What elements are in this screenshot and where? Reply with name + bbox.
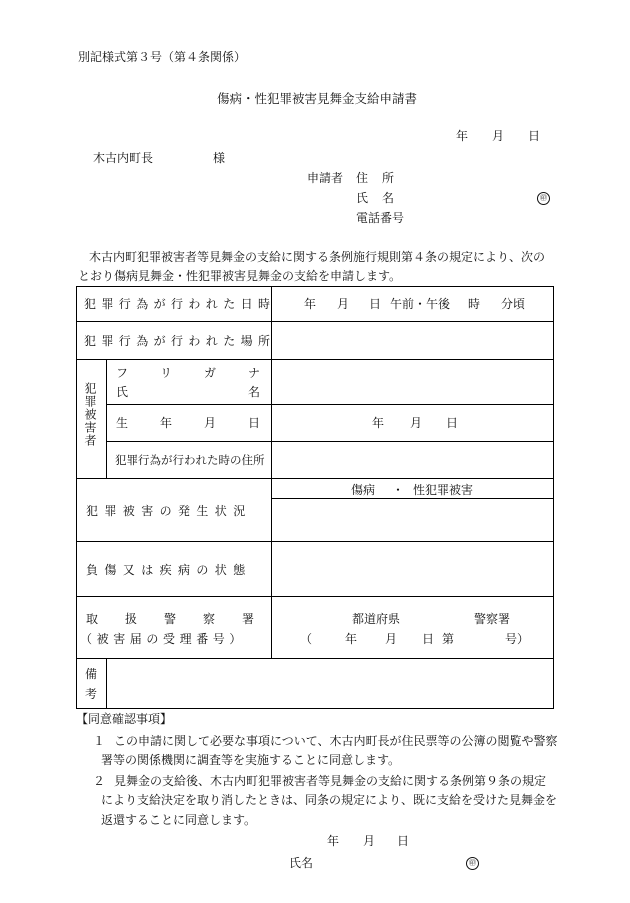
birth-year: 年 bbox=[372, 416, 385, 430]
birth-month: 月 bbox=[410, 416, 423, 430]
consent-item-1-number: １ bbox=[93, 734, 106, 748]
furigana-char: フ bbox=[116, 366, 129, 380]
datetime-minute: 分頃 bbox=[501, 297, 526, 311]
date-year: 年 bbox=[456, 129, 469, 143]
consent-item-1-line-2: 署等の関係機関に調査等を実施することに同意します。 bbox=[101, 753, 401, 767]
remarks-label-1: 備 bbox=[85, 667, 98, 681]
consent-date-year: 年 bbox=[327, 834, 340, 848]
row-divider bbox=[76, 596, 554, 597]
report-year: 年 bbox=[345, 632, 358, 646]
form-number: 別記様式第３号（第４条関係） bbox=[78, 50, 247, 64]
applicant-label: 申請者 bbox=[307, 171, 344, 185]
name-char: 氏 bbox=[116, 385, 129, 399]
datetime-month: 月 bbox=[337, 297, 350, 311]
consent-item-2-line-1: 見舞金の支給後、木古内町犯罪被害者等見舞金の支給に関する条例第９条の規定 bbox=[114, 774, 547, 788]
date-month: 月 bbox=[492, 129, 505, 143]
row-divider bbox=[76, 658, 554, 659]
name-char: 名 bbox=[247, 385, 260, 399]
column-divider bbox=[106, 658, 107, 709]
addressee: 木古内町長 bbox=[93, 151, 154, 165]
name-label-1: 氏 bbox=[356, 191, 369, 205]
row-divider bbox=[271, 498, 554, 499]
intro-line-1: 木古内町犯罪被害者等見舞金の支給に関する条例施行規則第４条の規定により、次の bbox=[89, 250, 546, 264]
datetime-ampm: 午前・午後 bbox=[390, 297, 451, 311]
birth-char: 日 bbox=[247, 416, 260, 430]
place-label: 犯罪行為が行われた場所 bbox=[84, 334, 276, 348]
victim-name-label bbox=[116, 385, 260, 399]
police-prefecture: 都道府県 bbox=[352, 612, 401, 626]
datetime-day: 日 bbox=[369, 297, 382, 311]
residence-label: 犯罪行為が行われた時の住所 bbox=[115, 453, 265, 467]
police-label-text: 取扱警察署 bbox=[86, 612, 282, 626]
report-number-prefix: 第 bbox=[442, 632, 455, 646]
furigana-char: ナ bbox=[247, 366, 260, 380]
datetime-label-text: 犯罪行為が行われた日時 bbox=[84, 297, 276, 311]
consent-date-month: 月 bbox=[363, 834, 376, 848]
row-divider bbox=[76, 321, 554, 322]
report-open: （ bbox=[300, 632, 313, 646]
consent-item-2-number: ２ bbox=[93, 774, 106, 788]
consent-item-2-line-2: により支給決定を取り消したときは、同条の規定により、既に支給を受けた見舞金を bbox=[101, 793, 558, 807]
page-title: 傷病・性犯罪被害見舞金支給申請書 bbox=[217, 91, 418, 106]
row-divider bbox=[76, 541, 554, 542]
police-label bbox=[86, 612, 282, 626]
report-day: 日 bbox=[422, 632, 435, 646]
birth-label bbox=[116, 416, 260, 430]
intro-line-2: とおり傷病見舞金・性犯罪被害見舞金の支給を申請します。 bbox=[78, 269, 402, 283]
report-number-suffix: 号） bbox=[505, 632, 530, 646]
row-divider bbox=[106, 441, 554, 442]
address-label-1: 住 bbox=[356, 171, 369, 185]
phone-label: 電話番号 bbox=[356, 211, 405, 225]
consent-heading: 【同意確認事項】 bbox=[76, 712, 173, 726]
consent-item-1-line-1: この申請に関して必要な事項について、木古内町長が住民票等の公簿の閲覧や警察 bbox=[114, 734, 558, 748]
damage-option-separator: ・ bbox=[392, 483, 405, 497]
police-station: 警察署 bbox=[474, 612, 511, 626]
name-label-2: 名 bbox=[382, 191, 395, 205]
birth-char: 生 bbox=[116, 416, 129, 430]
injury-label: 負傷又は疾病の状態 bbox=[86, 563, 252, 577]
birth-day: 日 bbox=[446, 416, 459, 430]
victim-group-label: 犯罪被害者 bbox=[83, 382, 97, 447]
police-sublabel: （被害届の受理番号） bbox=[80, 632, 247, 646]
seal-icon: ㊞ bbox=[537, 192, 550, 205]
row-divider bbox=[76, 478, 554, 479]
column-divider bbox=[106, 359, 107, 478]
damage-option-sexual: 性犯罪被害 bbox=[413, 483, 474, 497]
consent-date-day: 日 bbox=[397, 834, 410, 848]
birth-char: 年 bbox=[159, 416, 172, 430]
row-divider bbox=[106, 404, 554, 405]
address-label-2: 所 bbox=[382, 171, 395, 185]
damage-label: 犯罪被害の発生状況 bbox=[86, 504, 252, 518]
addressee-honorific: 様 bbox=[213, 151, 226, 165]
datetime-hour: 時 bbox=[468, 297, 481, 311]
consent-seal-icon: ㊞ bbox=[466, 857, 479, 870]
consent-item-2-line-3: 返還することに同意します。 bbox=[101, 813, 257, 827]
furigana-char: ガ bbox=[203, 366, 216, 380]
furigana-label bbox=[116, 366, 260, 380]
birth-char: 月 bbox=[203, 416, 216, 430]
furigana-char: リ bbox=[159, 366, 172, 380]
consent-name-label: 氏名 bbox=[289, 856, 314, 870]
row-divider bbox=[76, 359, 554, 360]
date-day: 日 bbox=[528, 129, 541, 143]
damage-option-injury: 傷病 bbox=[351, 483, 376, 497]
datetime-year: 年 bbox=[304, 297, 317, 311]
report-month: 月 bbox=[385, 632, 398, 646]
remarks-label-2: 考 bbox=[85, 687, 98, 701]
datetime-label bbox=[84, 297, 276, 311]
